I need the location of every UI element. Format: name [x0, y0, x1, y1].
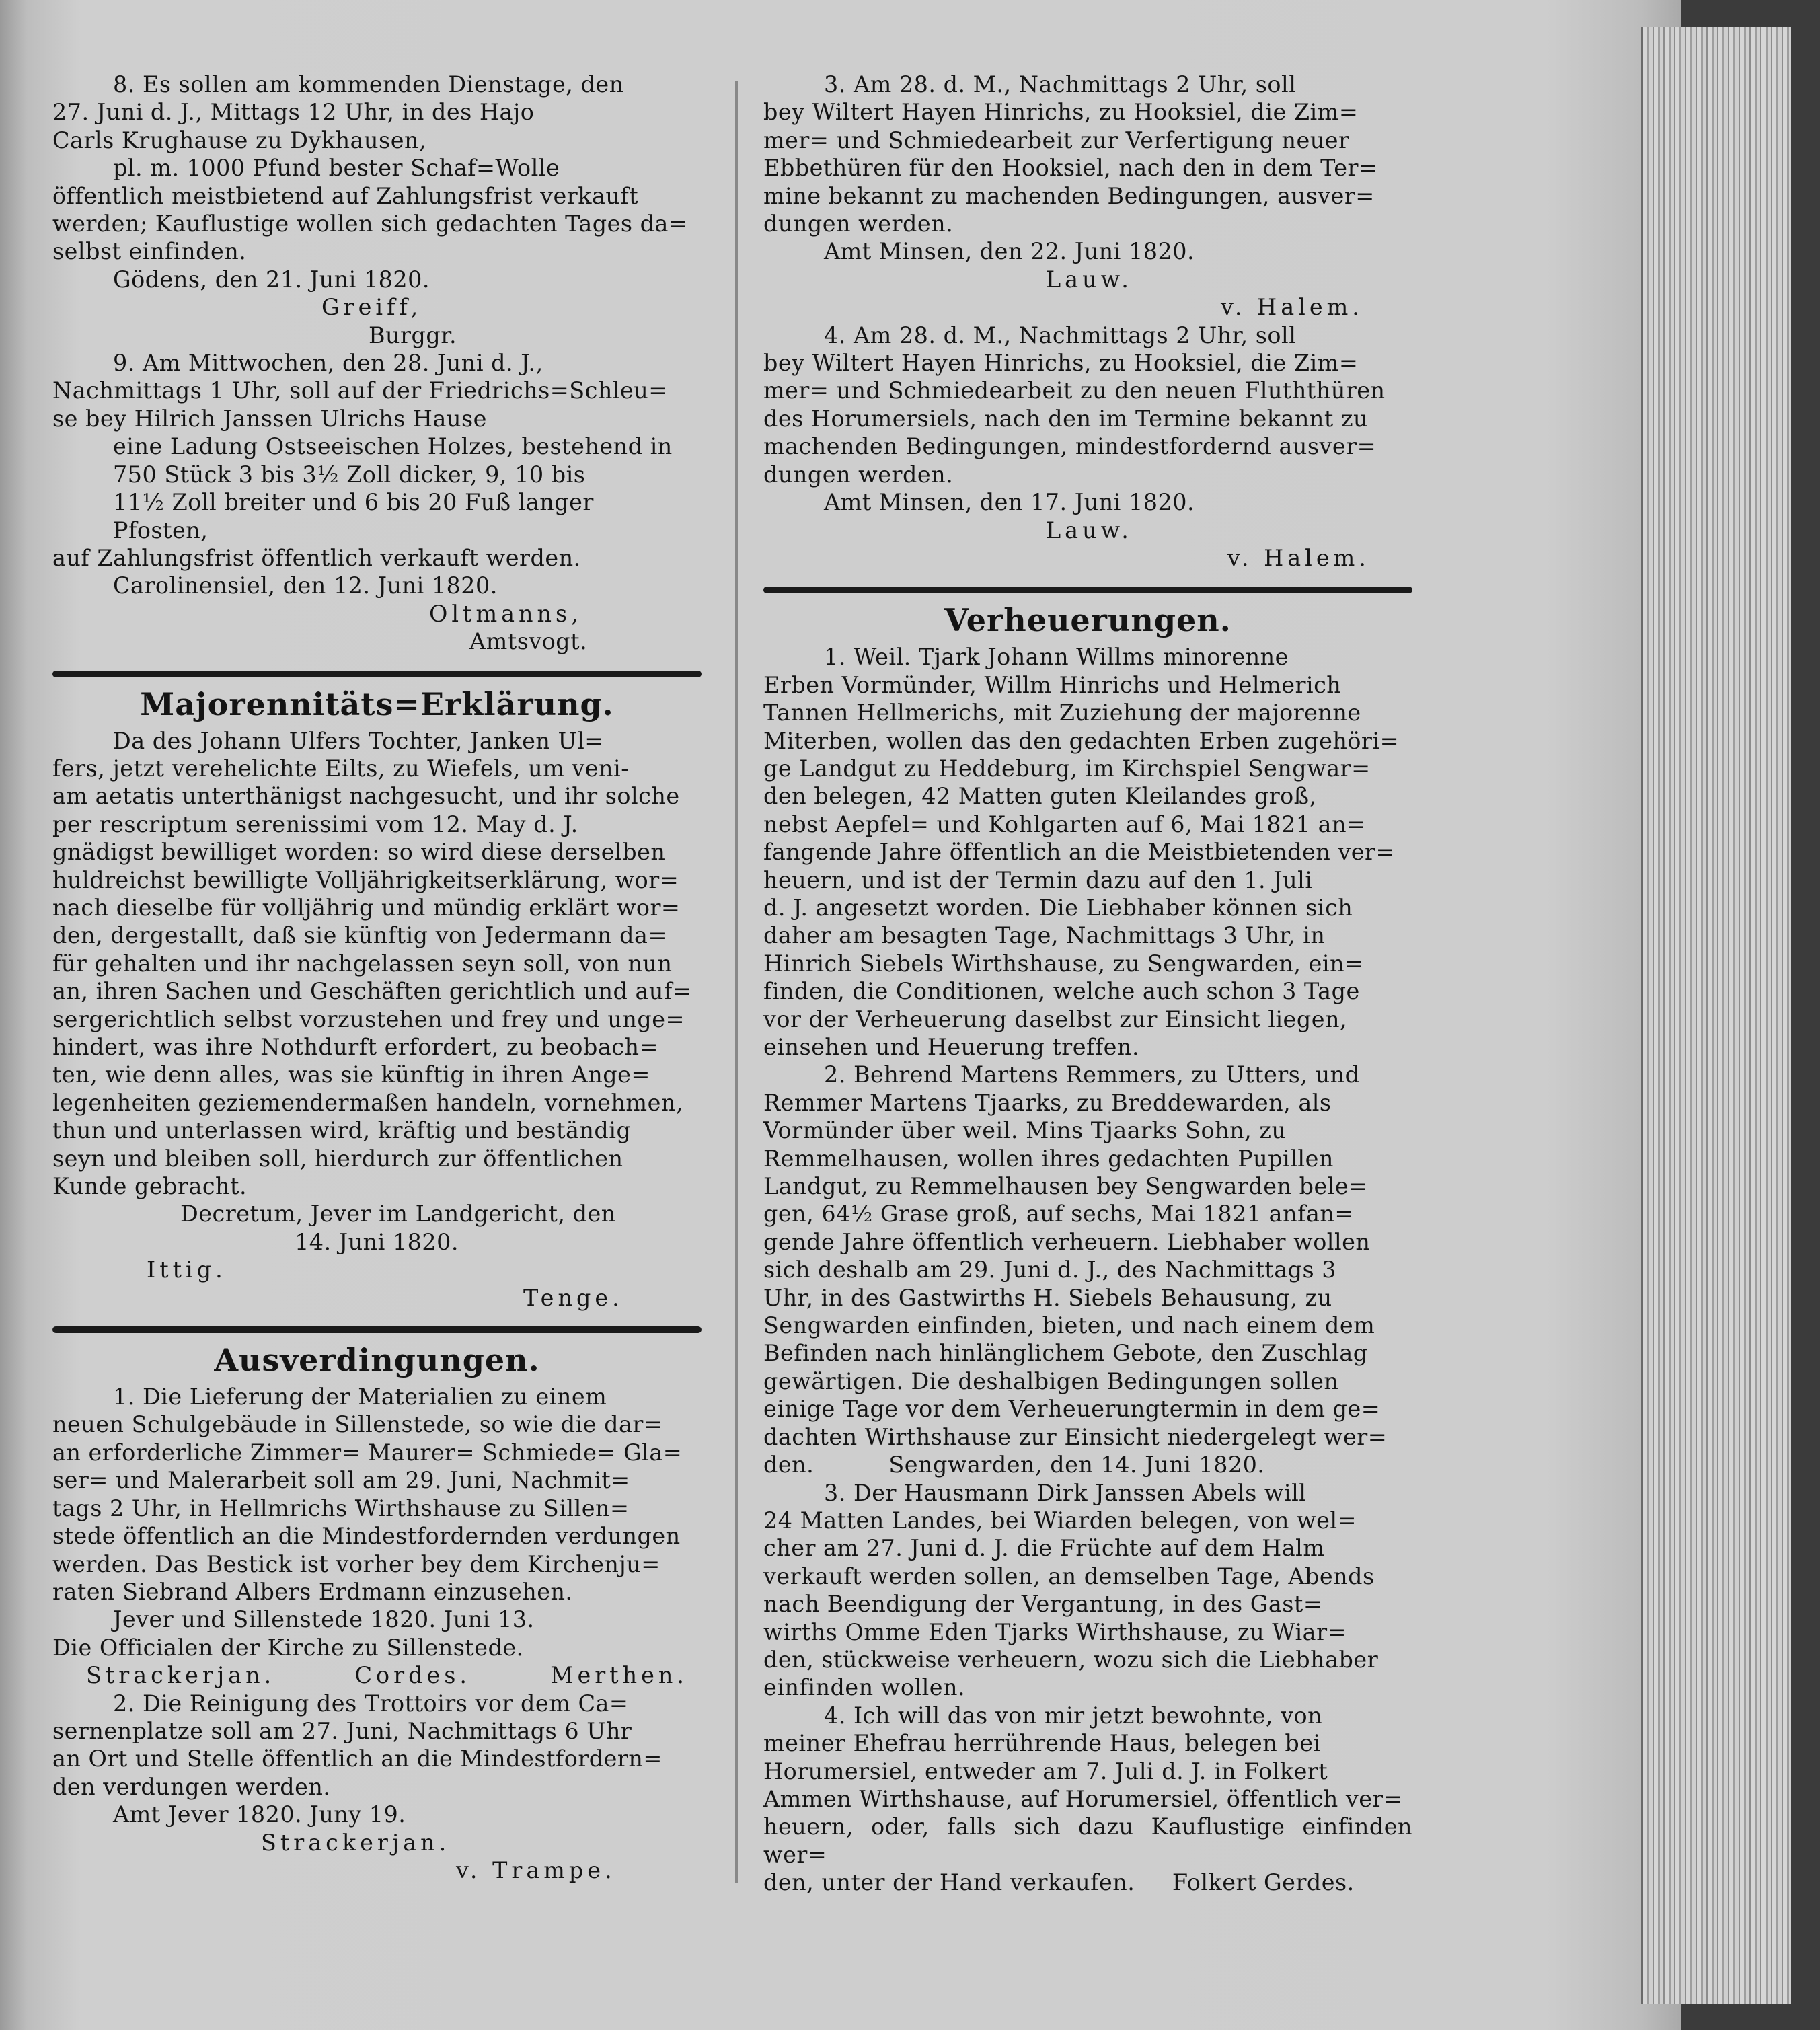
text-line: ten, wie denn alles, was sie künftig in ihren Ange=	[52, 1061, 650, 1088]
text-line: 27. Juni d. J., Mittags 12 Uhr, in des Hajo	[52, 99, 535, 126]
right-column	[763, 71, 1412, 1897]
signature: Lauw.	[1046, 517, 1133, 543]
text-line: Nachmittags 1 Uhr, soll auf der Friedrichs=Schleu=	[52, 377, 668, 404]
text-line: pl. m. 1000 Pfund bester Schaf=Wolle	[113, 155, 560, 182]
text-line: raten Siebrand Albers Erdmann einzusehen.	[52, 1578, 573, 1605]
text-line: machenden Bedingungen, mindestfordernd ausver=	[763, 433, 1377, 460]
book-page-edge	[1641, 27, 1791, 2004]
text-line: Befinden nach hinlänglichem Gebote, den Zuschlag	[763, 1340, 1368, 1367]
text-line: einfinden wollen.	[763, 1674, 966, 1701]
signature-title: Burggr.	[369, 322, 457, 348]
text-line: verkauft werden sollen, an demselben Tage, Abends	[763, 1563, 1375, 1589]
text-line: an, ihren Sachen und Geschäften gerichtlich und auf=	[52, 978, 692, 1005]
text-line: nach dieselbe für volljährig und mündig erklärt wor=	[52, 894, 681, 921]
text-line: werden; Kauflustige wollen sich gedachten Tages da=	[52, 211, 688, 237]
section-heading: Majorennitäts=Erklärung.	[140, 685, 614, 722]
section-heading: Ausverdingungen.	[214, 1342, 540, 1379]
text-line: werden. Das Bestick ist vorher bey dem Kirchenju=	[52, 1550, 660, 1577]
text-line: se bey Hilrich Janssen Ulrichs Hause	[52, 405, 487, 432]
text-line: mine bekannt zu machenden Bedingungen, ausver=	[763, 182, 1375, 209]
text-line: Ammen Wirthshause, auf Horumersiel, öffentlich ver=	[763, 1785, 1403, 1812]
text-line: per rescriptum serenissimi vom 12. May d. J.	[52, 811, 578, 837]
text-line: 4. Am 28. d. M., Nachmittags 2 Uhr, soll	[824, 322, 1297, 348]
verheuerung-item-1	[763, 643, 1412, 1061]
text-line: auf Zahlungsfrist öffentlich verkauft werden.	[52, 544, 581, 571]
text-line: d. J. angesetzt worden. Die Liebhaber können sich	[763, 894, 1353, 921]
text-line: Uhr, in des Gastwirths H. Siebels Behausung, zu	[763, 1284, 1332, 1311]
text-line: gewärtigen. Die deshalbigen Bedingungen sollen	[763, 1367, 1339, 1394]
text-line: Erben Vormünder, Willm Hinrichs und Helmerich	[763, 671, 1342, 698]
text-line: den, unter der Hand verkaufen. Folkert Gerdes.	[763, 1869, 1355, 1896]
section-rule	[52, 1326, 702, 1333]
signature: v. Halem.	[1227, 544, 1370, 571]
signature: Lauw.	[1046, 266, 1133, 293]
text-line: am aetatis unterthänigst nachgesucht, und ihr solche	[52, 783, 680, 810]
notice-item-9	[52, 349, 702, 655]
signature: v. Trampe.	[456, 1856, 616, 1883]
text-line: des Horumersiels, nach den im Termine bekannt zu	[763, 405, 1369, 432]
dateline: Jever und Sillenstede 1820. Juni 13.	[113, 1606, 535, 1633]
text-line: fangende Jahre öffentlich an die Meistbietenden ver=	[763, 839, 1395, 866]
verheuerung-item-2	[763, 1061, 1412, 1478]
text-line: cher am 27. Juni d. J. die Früchte auf dem Halm	[763, 1535, 1325, 1562]
text-line: 4. Ich will das von mir jetzt bewohnte, von	[824, 1702, 1323, 1729]
text-line: Carls Krughause zu Dykhausen,	[52, 126, 427, 153]
ausverdingung-item-2	[52, 1690, 702, 1885]
text-line: seyn und bleiben soll, hierdurch zur öffentlichen	[52, 1145, 623, 1172]
dateline: Carolinensiel, den 12. Juni 1820.	[113, 572, 498, 599]
text-line: Da des Johann Ulfers Tochter, Janken Ul=	[113, 727, 604, 754]
text-line: Sengwarden einfinden, bieten, und nach einem dem	[763, 1312, 1375, 1339]
text-line: eine Ladung Ostseeischen Holzes, bestehend in	[113, 433, 673, 460]
section-rule	[763, 587, 1412, 593]
text-line: hindert, was ihre Nothdurft erfordert, zu beobach=	[52, 1034, 658, 1060]
text-line: mer= und Schmiedearbeit zu den neuen Fluththüren	[763, 377, 1386, 404]
text-line: finden, die Conditionen, welche auch schon 3 Tage	[763, 978, 1360, 1005]
text-line: den belegen, 42 Matten guten Kleilandes groß,	[763, 783, 1317, 810]
text-line: 9. Am Mittwochen, den 28. Juni d. J.,	[113, 350, 543, 377]
text-line: heuern, und ist der Termin dazu auf den 1. Juli	[763, 866, 1313, 893]
text-line: für gehalten und ihr nachgelassen seyn soll, von nun	[52, 950, 673, 977]
text-line: ge Landgut zu Heddeburg, im Kirchspiel Sengwar=	[763, 755, 1371, 782]
text-line: den, dergestallt, daß sie künftig von Jedermann da=	[52, 922, 667, 949]
text-line: sernenplatze soll am 27. Juni, Nachmittags 6 Uhr	[52, 1717, 632, 1744]
text-line: gen, 64½ Grase groß, auf sechs, Mai 1821 anfan=	[763, 1201, 1354, 1228]
dateline: Gödens, den 21. Juni 1820.	[113, 266, 430, 293]
text-line: meiner Ehefrau herrührende Haus, belegen bei	[763, 1730, 1321, 1757]
text-line: den verdungen werden.	[52, 1773, 331, 1800]
text-line: nebst Aepfel= und Kohlgarten auf 6, Mai 1821 an=	[763, 811, 1366, 837]
dateline: Amt Minsen, den 17. Juni 1820.	[824, 489, 1195, 516]
text-line: Miterben, wollen das den gedachten Erben zugehöri=	[763, 727, 1400, 754]
text-line: daher am besagten Tage, Nachmittags 3 Uhr, in	[763, 922, 1326, 949]
section-heading: Verheuerungen.	[944, 602, 1231, 639]
signature: v. Halem.	[1221, 294, 1363, 321]
text-line: Vormünder über weil. Mins Tjaarks Sohn, zu	[763, 1117, 1287, 1144]
text-line: gnädigst bewilliget worden: so wird diese derselben	[52, 839, 666, 866]
signature: Merthen.	[550, 1662, 688, 1689]
text-line: heuern, oder, falls sich dazu Kauflustige einfinden wer=	[763, 1813, 1412, 1868]
text-line: Pfosten,	[113, 517, 208, 543]
decretum-date: 14. Juni 1820.	[295, 1228, 459, 1255]
notice-item-8	[52, 71, 702, 349]
dateline: Amt Jever 1820. Juny 19.	[113, 1801, 406, 1828]
text-line: den. Sengwarden, den 14. Juni 1820.	[763, 1452, 1265, 1478]
text-line: Ebbethüren für den Hooksiel, nach den in dem Ter=	[763, 155, 1378, 182]
text-line: stede öffentlich an die Mindestfordernden verdungen	[52, 1523, 681, 1550]
signature: Ittig.	[147, 1256, 227, 1283]
text-line: 11½ Zoll breiter und 6 bis 20 Fuß langer	[113, 489, 594, 516]
verheuerung-item-3	[763, 1479, 1412, 1702]
text-line: Kunde gebracht.	[52, 1173, 248, 1200]
signature: Strackerjan.	[261, 1829, 451, 1856]
text-line: den, stückweise verheuern, wozu sich die Liebhaber	[763, 1646, 1379, 1673]
signature: Greiff,	[321, 294, 422, 321]
verheuerung-item-4	[763, 1702, 1412, 1897]
text-line: öffentlich meistbietend auf Zahlungsfrist verkauft	[52, 182, 639, 209]
text-line: 8. Es sollen am kommenden Dienstage, den	[113, 71, 624, 98]
text-line: vor der Verheuerung daselbst zur Einsicht liegen,	[763, 1006, 1348, 1032]
text-line: Remmer Martens Tjaarks, zu Breddewarden, als	[763, 1089, 1332, 1116]
text-line: sich deshalb am 29. Juni d. J., des Nachmittags 3	[763, 1256, 1336, 1283]
text-line: sergerichtlich selbst vorzustehen und frey und unge=	[52, 1006, 685, 1032]
text-line: 2. Behrend Martens Remmers, zu Utters, und	[824, 1061, 1360, 1088]
text-line: selbst einfinden.	[52, 238, 247, 265]
signature: Tenge.	[523, 1284, 623, 1311]
text-line: fers, jetzt verehelichte Eilts, zu Wiefels, um veni-	[52, 755, 629, 782]
text-line: an Ort und Stelle öffentlich an die Mindestfordern=	[52, 1745, 662, 1772]
notice-item-4	[763, 322, 1412, 572]
text-line: neuen Schulgebäude in Sillenstede, so wie die dar=	[52, 1411, 663, 1438]
text-line: 3. Der Hausmann Dirk Janssen Abels will	[824, 1479, 1307, 1506]
text-line: legenheiten geziemendermaßen handeln, vornehmen,	[52, 1089, 683, 1116]
text-line: mer= und Schmiedearbeit zur Verfertigung neuer	[763, 126, 1350, 153]
text-line: 3. Am 28. d. M., Nachmittags 2 Uhr, soll	[824, 71, 1297, 98]
text-line: gende Jahre öffentlich verheuern. Liebhaber wollen	[763, 1228, 1371, 1255]
text-line: bey Wiltert Hayen Hinrichs, zu Hooksiel, die Zim=	[763, 350, 1359, 377]
decretum-line: Decretum, Jever im Landgericht, den	[180, 1201, 616, 1228]
text-line: an erforderliche Zimmer= Maurer= Schmiede= Gla=	[52, 1439, 683, 1466]
text-line: huldreichst bewilligte Volljährigkeitserklärung, wor=	[52, 866, 679, 893]
column-divider	[735, 81, 738, 1883]
text-line: 750 Stück 3 bis 3½ Zoll dicker, 9, 10 bis	[113, 461, 586, 488]
text-line: einige Tage vor dem Verheuerungtermin in dem ge=	[763, 1396, 1381, 1423]
text-line: Landgut, zu Remmelhausen bey Sengwarden bele=	[763, 1173, 1368, 1200]
text-line: dungen werden.	[763, 461, 954, 488]
text-line: Remmelhausen, wollen ihres gedachten Pupillen	[763, 1145, 1334, 1172]
text-line: 1. Die Lieferung der Materialien zu einem	[113, 1384, 607, 1411]
signature-row	[52, 1661, 702, 1689]
text-line: 1. Weil. Tjark Johann Willms minorenne	[824, 644, 1289, 671]
text-line: einsehen und Heuerung treffen.	[763, 1034, 1140, 1060]
text-line: thun und unterlassen wird, kräftig und beständig	[52, 1117, 632, 1144]
text-line: Horumersiel, entweder am 7. Juli d. J. in Folkert	[763, 1758, 1328, 1784]
signature: Strackerjan.	[86, 1662, 276, 1689]
signature-title: Amtsvogt.	[469, 628, 588, 655]
signature: Oltmanns,	[429, 600, 582, 627]
text-line: Hinrich Siebels Wirthshause, zu Sengwarden, ein=	[763, 950, 1364, 977]
notice-item-3	[763, 71, 1412, 322]
dateline: Amt Minsen, den 22. Juni 1820.	[824, 238, 1195, 265]
signature: Cordes.	[354, 1662, 471, 1689]
text-line: nach Beendigung der Vergantung, in des Gast=	[763, 1591, 1323, 1618]
left-column	[52, 71, 702, 1884]
text-line: dungen werden.	[763, 211, 954, 237]
ausverdingung-item-1	[52, 1383, 702, 1689]
text-line: bey Wiltert Hayen Hinrichs, zu Hooksiel, die Zim=	[763, 99, 1359, 126]
text-line: ser= und Malerarbeit soll am 29. Juni, Nachmit=	[52, 1467, 630, 1494]
majorennitaet-notice	[52, 727, 702, 1312]
section-rule	[52, 671, 702, 677]
text-line: Tannen Hellmerichs, mit Zuziehung der majorenne	[763, 700, 1361, 726]
text-line: 2. Die Reinigung des Trottoirs vor dem Ca=	[113, 1690, 629, 1717]
text-line: 24 Matten Landes, bei Wiarden belegen, von wel=	[763, 1507, 1357, 1534]
officials-line: Die Officialen der Kirche zu Sillenstede.	[52, 1634, 524, 1661]
text-line: wirths Omme Eden Tjarks Wirthshause, zu Wiar=	[763, 1618, 1347, 1645]
text-line: dachten Wirthshause zur Einsicht niedergelegt wer=	[763, 1423, 1388, 1450]
text-line: tags 2 Uhr, in Hellmrichs Wirthshause zu Sillen=	[52, 1495, 630, 1521]
